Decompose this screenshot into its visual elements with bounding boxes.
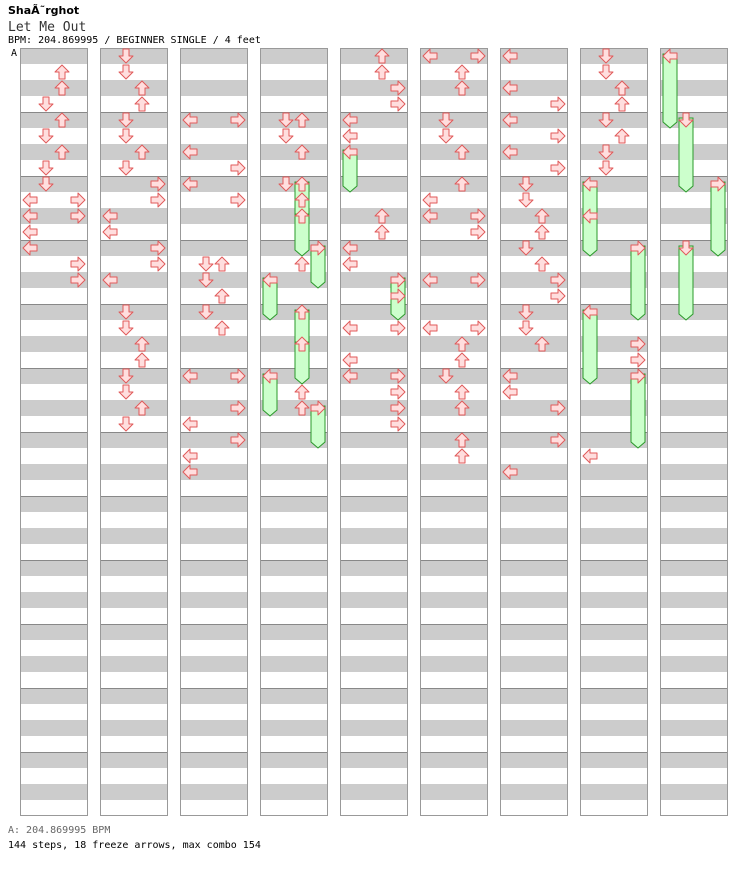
freeze-arrow (663, 54, 677, 128)
chart-column (420, 48, 488, 816)
freeze-arrow (679, 118, 693, 192)
freeze-arrow (711, 182, 725, 256)
freeze-arrow (679, 246, 693, 320)
song-artist: ShaÃ˜rghot (8, 4, 80, 17)
chart-column (660, 48, 728, 816)
bpm-marker-label: A (11, 48, 18, 59)
chart-column (20, 48, 88, 816)
song-title: Let Me Out (8, 20, 87, 35)
freeze-arrow (583, 310, 597, 384)
footer-bpm: A: 204.869995 BPM (8, 825, 111, 836)
chart-column (100, 48, 168, 816)
freeze-arrow (631, 246, 645, 320)
footer-stats: 144 steps, 18 freeze arrows, max combo 154 (8, 840, 261, 851)
chart-info: BPM: 204.869995 / BEGINNER SINGLE / 4 feet (8, 35, 261, 46)
freeze-arrow (631, 374, 645, 448)
